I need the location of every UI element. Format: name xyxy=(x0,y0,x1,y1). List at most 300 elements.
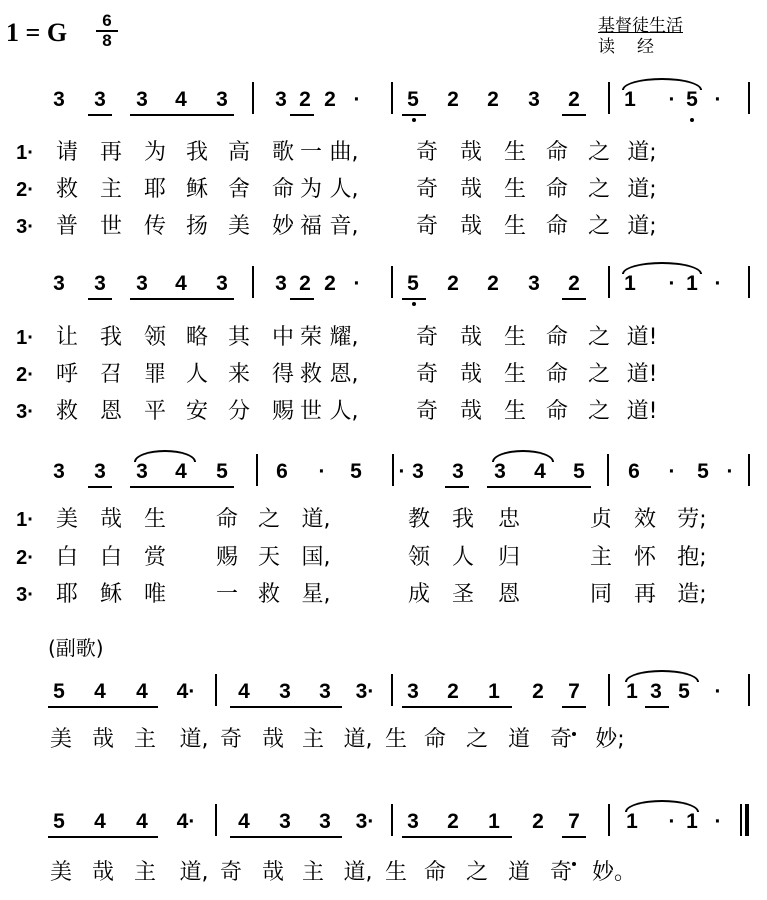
note: 1 xyxy=(624,88,636,111)
verse-number: 3· xyxy=(16,584,34,606)
note: 3 xyxy=(94,272,106,295)
note: · xyxy=(668,810,676,833)
note: 3 xyxy=(319,810,331,833)
note: 5 xyxy=(678,680,690,703)
lyric-syllable: 命 xyxy=(545,325,568,350)
lyric-syllable: 命 xyxy=(423,727,446,752)
source-attribution xyxy=(598,16,683,58)
note: 4· xyxy=(176,680,196,703)
beam-underline xyxy=(230,836,342,838)
lyric-syllable: 之 xyxy=(587,140,610,165)
bar-line xyxy=(607,454,609,486)
lyric-row xyxy=(8,362,758,388)
note: 7 xyxy=(568,680,580,703)
note: 3 xyxy=(53,460,65,483)
lyric-syllable: 扬 xyxy=(185,214,208,239)
note: 5 xyxy=(350,460,362,483)
lyric-syllable: 命 xyxy=(545,214,568,239)
note: 7 xyxy=(568,810,580,833)
verse-number: 1· xyxy=(16,509,34,531)
verse-number: 2· xyxy=(16,364,34,386)
bar-line xyxy=(391,82,393,114)
bar-line xyxy=(748,674,750,706)
lyric-syllable: 生 xyxy=(503,214,526,239)
lyric-syllable: 哉 xyxy=(459,399,482,424)
lyric-syllable: 稣 xyxy=(185,177,208,202)
lyric-syllable: 呼 xyxy=(55,362,78,387)
lyric-syllable: 传 xyxy=(143,214,166,239)
lyric-syllable: 命 xyxy=(545,399,568,424)
bar-line xyxy=(740,804,742,836)
lyric-syllable: 普 xyxy=(55,214,78,239)
beam-underline xyxy=(88,114,112,116)
lyric-syllable: 哉 xyxy=(459,325,482,350)
note: 5 xyxy=(407,272,419,295)
lyric-row xyxy=(8,727,758,753)
lyric-syllable: 道; xyxy=(627,177,657,202)
note: 1 xyxy=(686,272,698,295)
note: 4 xyxy=(175,460,187,483)
lyric-syllable: 救 xyxy=(55,399,78,424)
note: 5 xyxy=(573,460,585,483)
lyric-syllable: 奇 xyxy=(219,727,242,752)
beam-underline xyxy=(290,114,314,116)
lyric-syllable: 高 xyxy=(227,140,250,165)
note: 3 xyxy=(452,460,464,483)
note: 3· xyxy=(355,810,375,833)
lyric-syllable: 耶 xyxy=(143,177,166,202)
source-subtitle: 读经 xyxy=(598,37,676,57)
lyric-syllable: 一 xyxy=(299,140,322,165)
note: 5 xyxy=(53,680,65,703)
lyric-syllable: 来 xyxy=(227,362,250,387)
note: · xyxy=(714,88,722,111)
lyric-syllable: 主 xyxy=(301,727,324,752)
lyric-syllable: 归 xyxy=(497,545,520,570)
note: 4 xyxy=(534,460,546,483)
lyric-syllable: 之 xyxy=(465,727,488,752)
beam-underline xyxy=(402,706,512,708)
lyric-syllable: 奇 xyxy=(415,177,438,202)
lyric-syllable: 人, xyxy=(329,177,359,202)
lyric-syllable: 世 xyxy=(299,399,322,424)
bar-line xyxy=(748,266,750,298)
bar-line xyxy=(391,804,393,836)
lyric-row xyxy=(8,177,758,203)
lyric-syllable: 耶 xyxy=(55,582,78,607)
note: 1 xyxy=(488,810,500,833)
lyric-syllable: 世 xyxy=(99,214,122,239)
note: 3 xyxy=(136,272,148,295)
tie-arc xyxy=(492,450,554,462)
lyric-syllable: 奇 xyxy=(415,362,438,387)
beam-underline xyxy=(562,836,586,838)
lyric-syllable: 奇 xyxy=(415,140,438,165)
note: 3 xyxy=(216,88,228,111)
meter-denominator: 8 xyxy=(102,31,112,50)
lyric-syllable: 哉 xyxy=(459,214,482,239)
note: · xyxy=(714,810,722,833)
lyric-syllable: 安 xyxy=(185,399,208,424)
note: 4 xyxy=(136,680,148,703)
note: 2 xyxy=(568,272,580,295)
tie-arc xyxy=(622,78,702,90)
note: 4 xyxy=(175,272,187,295)
lyric-row xyxy=(8,507,758,533)
lyric-syllable: 奇 xyxy=(549,860,572,885)
lyric-syllable: 略 xyxy=(185,325,208,350)
lyric-syllable: 奇 xyxy=(549,727,572,752)
lyric-row xyxy=(8,545,758,571)
lyric-syllable: 道 xyxy=(507,727,530,752)
beam-underline xyxy=(562,298,586,300)
lyric-syllable: 生 xyxy=(384,860,407,885)
lyric-syllable: 天 xyxy=(257,545,280,570)
note: 4 xyxy=(136,810,148,833)
lyric-syllable: 人 xyxy=(185,362,208,387)
lyric-syllable: 生 xyxy=(503,325,526,350)
lyric-syllable: 哉 xyxy=(91,727,114,752)
bar-line xyxy=(608,266,610,298)
lyric-syllable: 道! xyxy=(626,362,658,387)
lyric-syllable: 耀, xyxy=(329,325,359,350)
lyric-syllable: 得 xyxy=(271,362,294,387)
lyric-syllable: 领 xyxy=(143,325,166,350)
lyric-syllable: 生 xyxy=(503,362,526,387)
note: 2 xyxy=(299,88,311,111)
lyric-syllable: 救 xyxy=(299,362,322,387)
verse-number: 3· xyxy=(16,216,34,238)
lyric-syllable: 奇 xyxy=(415,399,438,424)
lyric-syllable: 哉 xyxy=(91,860,114,885)
tie-arc xyxy=(622,262,702,274)
bar-line xyxy=(608,804,610,836)
verse-number: 1· xyxy=(16,142,34,164)
note: 2 xyxy=(324,88,336,111)
lyric-syllable: 音, xyxy=(329,214,359,239)
note: 2 xyxy=(447,810,459,833)
lyric-syllable: 白 xyxy=(55,545,78,570)
note: 6 xyxy=(628,460,640,483)
lyric-syllable: 造; xyxy=(677,582,707,607)
lyric-syllable: 哉 xyxy=(459,140,482,165)
octave-dot xyxy=(690,118,694,122)
note: 5 xyxy=(407,88,419,111)
bar-line xyxy=(391,266,393,298)
lyric-syllable: 命 xyxy=(423,860,446,885)
lyric-syllable: 命 xyxy=(545,362,568,387)
lyric-syllable: 荣 xyxy=(299,325,322,350)
note: 3 xyxy=(94,460,106,483)
lyric-syllable: 劳; xyxy=(677,507,707,532)
lyric-syllable: 道, xyxy=(301,507,331,532)
beam-underline xyxy=(88,298,112,300)
lyric-syllable: 生 xyxy=(143,507,166,532)
lyric-syllable: 我 xyxy=(185,140,208,165)
lyric-syllable: 美 xyxy=(49,860,72,885)
chorus-label: (副歌) xyxy=(48,636,104,660)
note: 3 xyxy=(528,88,540,111)
lyric-syllable: 命 xyxy=(215,507,238,532)
note: 1 xyxy=(624,272,636,295)
lyric-syllable: 怀 xyxy=(633,545,656,570)
lyric-syllable: 美 xyxy=(49,727,72,752)
lyric-syllable: 哉 xyxy=(459,362,482,387)
lyric-syllable: 之 xyxy=(587,399,610,424)
lyric-syllable: 之 xyxy=(587,214,610,239)
lyric-syllable: 道, xyxy=(343,860,373,885)
lyric-syllable: 道! xyxy=(626,399,658,424)
beam-underline xyxy=(487,486,591,488)
lyric-row xyxy=(8,399,758,425)
tie-arc xyxy=(625,800,699,812)
tie-arc xyxy=(134,450,196,462)
lyric-syllable: 奇 xyxy=(415,214,438,239)
lyric-syllable: 抱; xyxy=(677,545,707,570)
note: 3 xyxy=(275,272,287,295)
note: · xyxy=(318,460,326,483)
lyric-syllable: 道, xyxy=(179,727,209,752)
octave-dot xyxy=(412,302,416,306)
lyric-syllable: 命 xyxy=(271,177,294,202)
lyric-syllable: 恩 xyxy=(99,399,122,424)
lyric-syllable: 主 xyxy=(589,545,612,570)
note: 1 xyxy=(686,810,698,833)
lyric-syllable: 为 xyxy=(143,140,166,165)
note: 4· xyxy=(176,810,196,833)
lyric-row xyxy=(8,325,758,351)
lyric-syllable: 贞 xyxy=(589,507,612,532)
note: · xyxy=(353,88,361,111)
lyric-syllable: 主 xyxy=(301,860,324,885)
lyric-syllable: 之 xyxy=(587,362,610,387)
note: 1 xyxy=(626,680,638,703)
note: 3 xyxy=(275,88,287,111)
lyric-syllable: 歌 xyxy=(271,140,294,165)
lyric-syllable: 救 xyxy=(55,177,78,202)
note: 4 xyxy=(94,680,106,703)
note: 2 xyxy=(447,680,459,703)
lyric-syllable: 成 xyxy=(407,582,430,607)
lyric-syllable: 赏 xyxy=(143,545,166,570)
note: 4 xyxy=(94,810,106,833)
beam-underline xyxy=(130,298,234,300)
final-bar-line xyxy=(745,804,749,836)
tie-arc xyxy=(625,670,699,682)
note: · xyxy=(714,680,722,703)
note: 3 xyxy=(53,88,65,111)
bar-line xyxy=(608,82,610,114)
note: 5 xyxy=(216,460,228,483)
lyric-syllable: 中 xyxy=(271,325,294,350)
note: · xyxy=(398,460,406,483)
bar-line xyxy=(256,454,258,486)
lyric-syllable: 圣 xyxy=(451,582,474,607)
note: 2 xyxy=(532,810,544,833)
lyric-row xyxy=(8,860,758,886)
beam-underline xyxy=(445,486,469,488)
lyric-syllable: 舍 xyxy=(227,177,250,202)
lyric-syllable: 主 xyxy=(133,860,156,885)
lyric-syllable: 生 xyxy=(503,140,526,165)
note: 3 xyxy=(136,88,148,111)
octave-dot xyxy=(412,118,416,122)
lyric-syllable: 之 xyxy=(257,507,280,532)
time-signature xyxy=(96,12,118,50)
lyric-syllable: 星, xyxy=(301,582,331,607)
lyric-syllable: 人 xyxy=(451,545,474,570)
lyric-syllable: 我 xyxy=(99,325,122,350)
lyric-syllable: 主 xyxy=(99,177,122,202)
lyric-syllable: 道, xyxy=(179,860,209,885)
beam-underline xyxy=(130,486,234,488)
note: 4 xyxy=(175,88,187,111)
note: 2 xyxy=(487,88,499,111)
lyric-syllable: 让 xyxy=(55,325,78,350)
lyric-syllable: 为 xyxy=(299,177,322,202)
note: · xyxy=(714,272,722,295)
bar-line xyxy=(748,82,750,114)
source-title: 基督徒生活 xyxy=(598,16,683,36)
note: 3 xyxy=(407,810,419,833)
lyric-syllable: 曲, xyxy=(329,140,359,165)
lyric-syllable: 命 xyxy=(545,177,568,202)
lyric-syllable: 哉 xyxy=(459,177,482,202)
bar-line xyxy=(215,674,217,706)
note: 3 xyxy=(279,810,291,833)
bar-line xyxy=(392,454,394,486)
lyric-syllable: 唯 xyxy=(143,582,166,607)
key-signature: 1 = G xyxy=(6,18,68,47)
lyric-syllable: 赐 xyxy=(215,545,238,570)
lyric-syllable: 恩 xyxy=(497,582,520,607)
lyric-syllable: 恩, xyxy=(329,362,359,387)
lyric-row xyxy=(8,140,758,166)
beam-underline xyxy=(48,836,158,838)
lyric-syllable: 白 xyxy=(99,545,122,570)
beam-underline xyxy=(48,706,158,708)
note: · xyxy=(726,460,734,483)
lyric-syllable: 一 xyxy=(215,582,238,607)
lyric-syllable: 道, xyxy=(343,727,373,752)
lyric-syllable: 福 xyxy=(299,214,322,239)
note: 3 xyxy=(53,272,65,295)
beam-underline xyxy=(402,298,426,300)
lyric-syllable: 之 xyxy=(587,177,610,202)
note: · xyxy=(668,272,676,295)
lyric-row xyxy=(8,214,758,240)
note: 2 xyxy=(487,272,499,295)
lyric-syllable: 哉 xyxy=(261,727,284,752)
note: 2 xyxy=(447,88,459,111)
note: 3 xyxy=(650,680,662,703)
lyric-syllable: 平 xyxy=(143,399,166,424)
note: 2 xyxy=(447,272,459,295)
lyric-syllable: 其 xyxy=(227,325,250,350)
lyric-syllable: 人, xyxy=(329,399,359,424)
lyric-syllable: 妙; xyxy=(595,727,625,752)
note: 1 xyxy=(488,680,500,703)
bar-line xyxy=(748,454,750,486)
lyric-syllable: 妙 xyxy=(271,214,294,239)
note: 2 xyxy=(324,272,336,295)
lyric-syllable: 道; xyxy=(627,214,657,239)
beam-underline xyxy=(88,486,112,488)
note: 3 xyxy=(407,680,419,703)
note: 3 xyxy=(528,272,540,295)
beam-underline xyxy=(290,298,314,300)
note: 3 xyxy=(279,680,291,703)
lyric-syllable: 效 xyxy=(633,507,656,532)
beam-underline xyxy=(230,706,342,708)
beam-underline xyxy=(645,706,669,708)
lyric-syllable: 救 xyxy=(257,582,280,607)
bar-line xyxy=(252,266,254,298)
beam-underline xyxy=(402,836,512,838)
lyric-syllable: 之 xyxy=(587,325,610,350)
lyric-syllable: 之 xyxy=(465,860,488,885)
lyric-syllable: 道 xyxy=(507,860,530,885)
lyric-syllable: 哉 xyxy=(261,860,284,885)
note: · xyxy=(668,88,676,111)
lyric-syllable: 我 xyxy=(451,507,474,532)
lyric-syllable: 道! xyxy=(626,325,658,350)
beam-underline xyxy=(402,114,426,116)
lyric-syllable: 再 xyxy=(633,582,656,607)
meter-numerator: 6 xyxy=(96,12,118,32)
note: · xyxy=(353,272,361,295)
lyric-syllable: 美 xyxy=(227,214,250,239)
note: · xyxy=(668,460,676,483)
lyric-syllable: 奇 xyxy=(415,325,438,350)
lyric-syllable: 生 xyxy=(503,177,526,202)
lyric-syllable: 奇 xyxy=(219,860,242,885)
lyric-syllable: 请 xyxy=(55,140,78,165)
note: 3 xyxy=(412,460,424,483)
note: 3 xyxy=(216,272,228,295)
bar-line xyxy=(391,674,393,706)
beam-underline xyxy=(130,114,234,116)
note: 4 xyxy=(238,810,250,833)
verse-number: 3· xyxy=(16,401,34,423)
lyric-syllable: 命 xyxy=(545,140,568,165)
lyric-syllable: 道; xyxy=(627,140,657,165)
note: 3 xyxy=(94,88,106,111)
note: 2 xyxy=(568,88,580,111)
note: 5 xyxy=(53,810,65,833)
lyric-syllable: 生 xyxy=(384,727,407,752)
lyric-syllable: 主 xyxy=(133,727,156,752)
note: 3 xyxy=(136,460,148,483)
note: 3· xyxy=(355,680,375,703)
lyric-syllable: 教 xyxy=(407,507,430,532)
note: 5 xyxy=(686,88,698,111)
note: 3 xyxy=(494,460,506,483)
note: 1 xyxy=(626,810,638,833)
lyric-syllable: 稣 xyxy=(99,582,122,607)
lyric-syllable: 领 xyxy=(407,545,430,570)
lyric-syllable: 忠 xyxy=(497,507,520,532)
note: 5 xyxy=(697,460,709,483)
lyric-syllable: 分 xyxy=(227,399,250,424)
note: 6 xyxy=(276,460,288,483)
lyric-syllable: 同 xyxy=(589,582,612,607)
note: 2 xyxy=(299,272,311,295)
lyric-syllable: 再 xyxy=(99,140,122,165)
lyric-syllable: 美 xyxy=(55,507,78,532)
lyric-syllable: 生 xyxy=(503,399,526,424)
bar-line xyxy=(608,674,610,706)
